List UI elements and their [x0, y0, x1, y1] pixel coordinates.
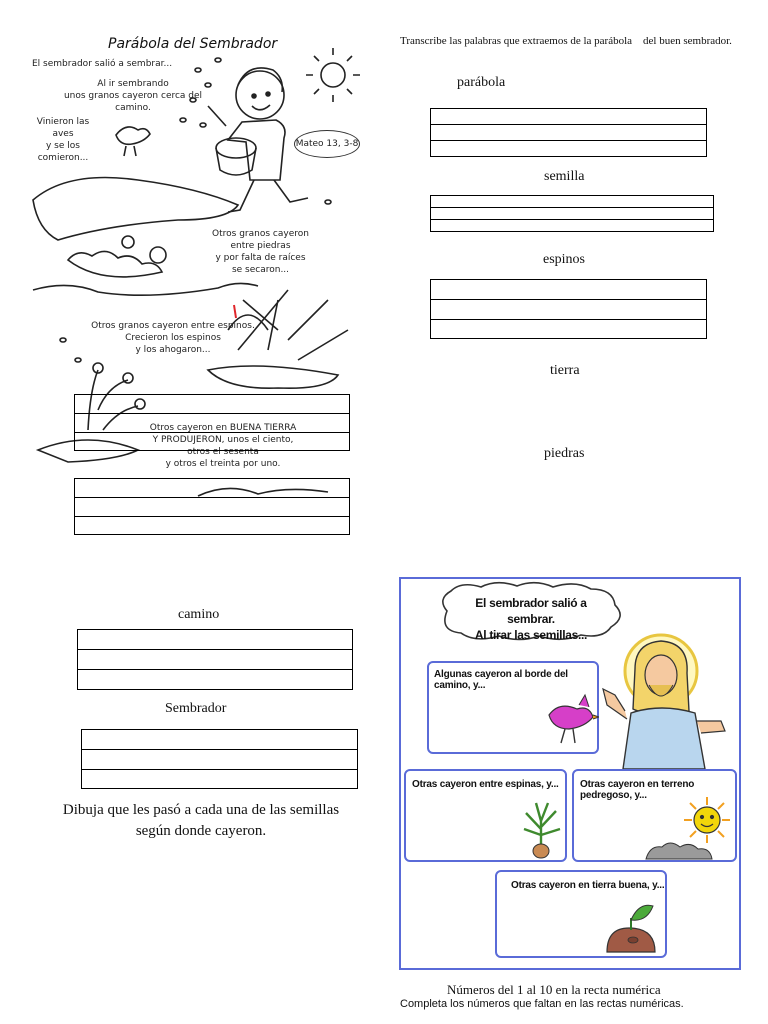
coloring-line2: Al ir sembrando unos granos cayeron cerca del camino.	[63, 79, 203, 113]
panel-4-text: Otras cayeron en tierra buena, y...	[511, 880, 665, 891]
word-parabola: parábola	[457, 75, 506, 90]
scripture-ref: Mateo 13, 3-8	[294, 130, 360, 158]
bubble-text: El sembrador salió a sembrar. Al tirar las semillas...	[474, 596, 588, 642]
writing-lines-coloring-1[interactable]	[74, 394, 350, 451]
word-sembrador: Sembrador	[165, 701, 227, 716]
bird-icon	[116, 127, 150, 156]
word-piedras: piedras	[544, 446, 585, 461]
word-tierra: tierra	[550, 363, 580, 378]
writing-lines-sembrador[interactable]	[81, 729, 358, 789]
bird-icon	[539, 687, 599, 747]
panel-2-text: Otras cayeron entre espinas, y...	[412, 779, 559, 790]
coloring-title: Parábola del Sembrador	[108, 36, 278, 52]
coloring-line4: Otros granos cayeron entre piedras y por falta de raíces se secaron...	[212, 229, 309, 275]
word-espinos: espinos	[543, 252, 585, 267]
sun-icon	[306, 48, 360, 102]
sprout-icon	[603, 900, 659, 954]
panel-3-text: Otras cayeron en terreno pedregoso, y...	[580, 779, 695, 801]
coloring-page	[28, 30, 363, 550]
panel-1-text: Algunas cayeron al borde del camino, y...	[434, 669, 568, 691]
comic-panel-2	[404, 769, 567, 862]
coloring-line6: Otros cayeron en BUENA TIERRA Y PRODUJERON, unos el ciento, otros el sesenta y otros el treinta por uno.	[149, 423, 297, 469]
coloring-line3: Vinieron las aves y se los comieron...	[36, 117, 90, 163]
thorn-plant-icon	[516, 799, 566, 859]
writing-lines-coloring-2[interactable]	[74, 478, 350, 535]
writing-lines-semilla[interactable]	[430, 195, 714, 232]
comic-panel-1	[427, 661, 599, 754]
word-camino: camino	[178, 607, 220, 622]
comic-panel-3	[572, 769, 737, 862]
draw-instruction: Dibuja que les pasó a cada una de las semillas según donde cayeron.	[62, 802, 340, 839]
comic-panel-4	[495, 870, 667, 958]
coloring-line5: Otros granos cayeron entre espinos. Crecieron los espinos y los ahogaron...	[91, 321, 255, 355]
rocks-icon	[644, 837, 714, 861]
sower-figure-icon	[208, 68, 308, 212]
jesus-figure-icon	[601, 629, 731, 769]
transcribe-instruction: Transcribe las palabras que extraemos de la parábola del buen sembrador.	[400, 35, 732, 47]
coloring-line1: El sembrador salió a sembrar...	[32, 59, 173, 69]
writing-lines-camino[interactable]	[77, 629, 353, 690]
footer-title: Números del 1 al 10 en la recta numérica	[447, 982, 661, 997]
comic-frame	[399, 577, 741, 970]
footer-subtitle: Completa los números que faltan en las rectas numéricas.	[400, 998, 684, 1010]
word-semilla: semilla	[544, 169, 585, 184]
writing-lines-espinos[interactable]	[430, 279, 707, 339]
writing-lines-parabola[interactable]	[430, 108, 707, 157]
